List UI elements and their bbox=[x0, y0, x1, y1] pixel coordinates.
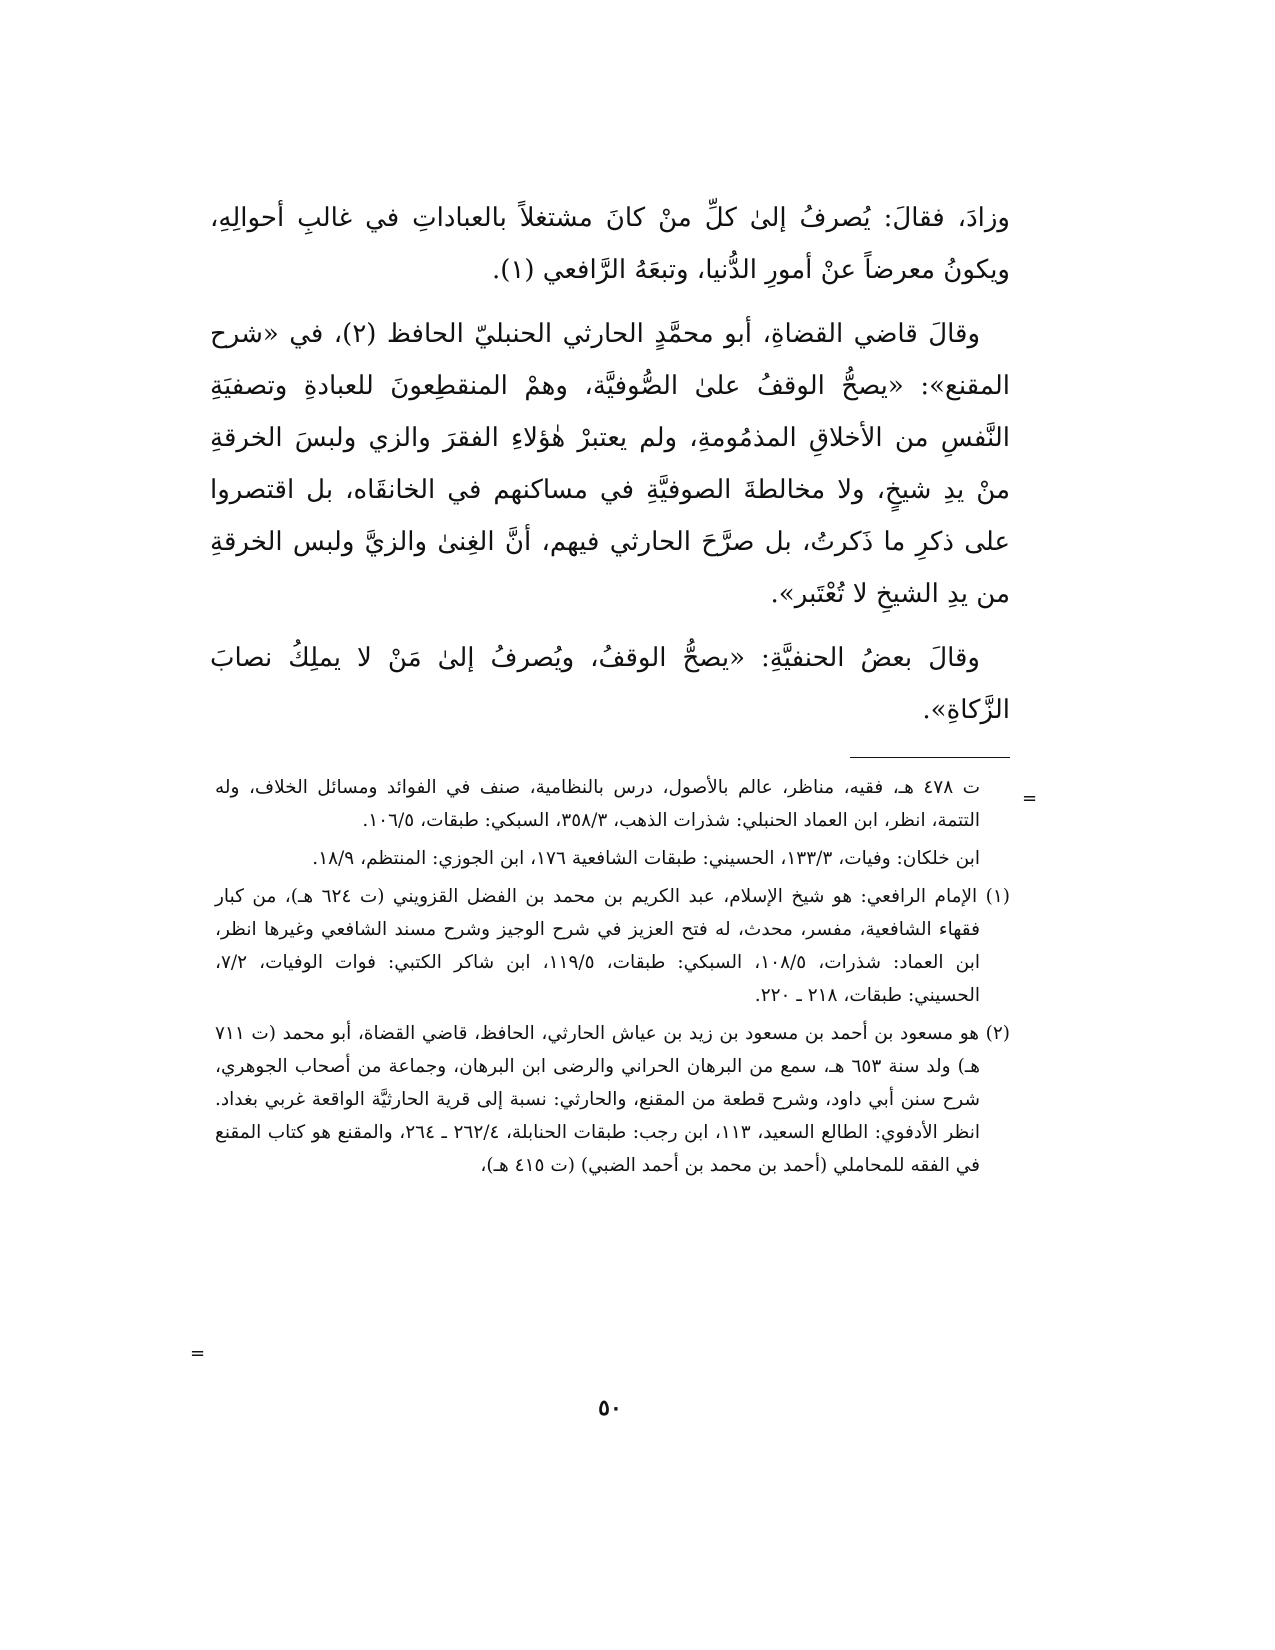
footnotes bbox=[215, 771, 1010, 1187]
paragraph-3: وقالَ بعضُ الحنفيَّةِ: «يصحُّ الوقفُ، ويُصرفُ إلىٰ مَنْ لا يملِكُ نصابَ الزَّكاةِ». bbox=[210, 643, 1010, 725]
footnote-continued-2: ابن خلكان: وفيات، ١٣٣/٣، الحسيني: طبقات الشافعية ١٧٦، ابن الجوزي: المنتظم، ١٨/٩. bbox=[312, 848, 980, 869]
main-text bbox=[210, 192, 1010, 748]
footnote-separator bbox=[850, 757, 1010, 758]
paragraph-1: وزادَ، فقالَ: يُصرفُ إلىٰ كلِّ منْ كانَ مشتغلاً بالعباداتِ في غالبِ أحوالِهِ، ويكونُ معرضاً عنْ أمورِ الدُّنيا، وتبعَهُ الرَّافعي (١). bbox=[210, 203, 1010, 285]
footnote-2: (٢) هو مسعود بن أحمد بن مسعود بن زيد بن عياش الحارثي، الحافظ، قاضي القضاة، أبو محمد (ت ٧١١ هـ) ولد سنة ٦٥٣ هـ، سمع من البرهان الحراني والرضى ابن البرهان، وجماعة من أصحاب الجوهري، شرح سنن أبي داود، وشرح قطعة من المقنع، والحارثي: نسبة إلى قرية الحارثيَّة الواقعة غربي بغداد. انظر الأدفوي: الطالع السعيد، ١١٣، ابن رجب: طبقات الحنابلة، ٢٦٢/٤ ـ ٢٦٤، والمقنع هو كتاب المقنع في الفقه للمحاملي (أحمد بن محمد بن أحمد الضبي) (ت ٤١٥ هـ)، bbox=[215, 1023, 1010, 1176]
footnote-end-mark: = bbox=[190, 1343, 205, 1364]
footnote-continued-1: ت ٤٧٨ هـ، فقيه، مناظر، عالم بالأصول، درس بالنظامية، صنف في الفوائد ومسائل الخلاف، وله التتمة، انظر، ابن العماد الحنبلي: شذرات الذهب، ٣٥٨/٣، السبكي: طبقات، ١٠٦/٥. bbox=[215, 777, 981, 831]
footnote-1: (١) الإمام الرافعي: هو شيخ الإسلام، عبد الكريم بن محمد بن الفضل القزويني (ت ٦٢٤ هـ)، من كبار فقهاء الشافعية، مفسر، محدث، له فتح العزيز في شرح الوجيز وشرح مسند الشافعي وغيرها انظر، ابن العماد: شذرات، ١٠٨/٥، السبكي: طبقات، ١١٩/٥، ابن شاكر الكتبي: فوات الوفيات، ٧/٢، الحسيني: طبقات، ٢١٨ ـ ٢٢٠. bbox=[215, 886, 1010, 1006]
paragraph-2: وقالَ قاضي القضاةِ، أبو محمَّدٍ الحارثي الحنبليّ الحافظ (٢)، في «شرح المقنع»: «يصحُّ الوقفُ علىٰ الصُّوفيَّة، وهمْ المنقطِعونَ للعبادةِ وتصفيَةِ النَّفسِ من الأخلاقِ المذمُومةِ، ولم يعتبرْ هٰؤلاءِ الفقرَ والزي ولبسَ الخرقةِ منْ يدِ شيخٍ، ولا مخالطةَ الصوفيَّةِ في مساكنهم في الخانقَاه، بل اقتصروا على ذكرِ ما ذَكرتُ، بل صرَّحَ الحارثي فيهم، أنَّ الغِنىٰ والزيَّ ولبس الخرقةِ من يدِ الشيخِ لا تُعْتَبر». bbox=[210, 319, 1010, 609]
footnote-continued-mark: = bbox=[1022, 788, 1037, 809]
page-number: ٥٠ bbox=[598, 1395, 622, 1421]
